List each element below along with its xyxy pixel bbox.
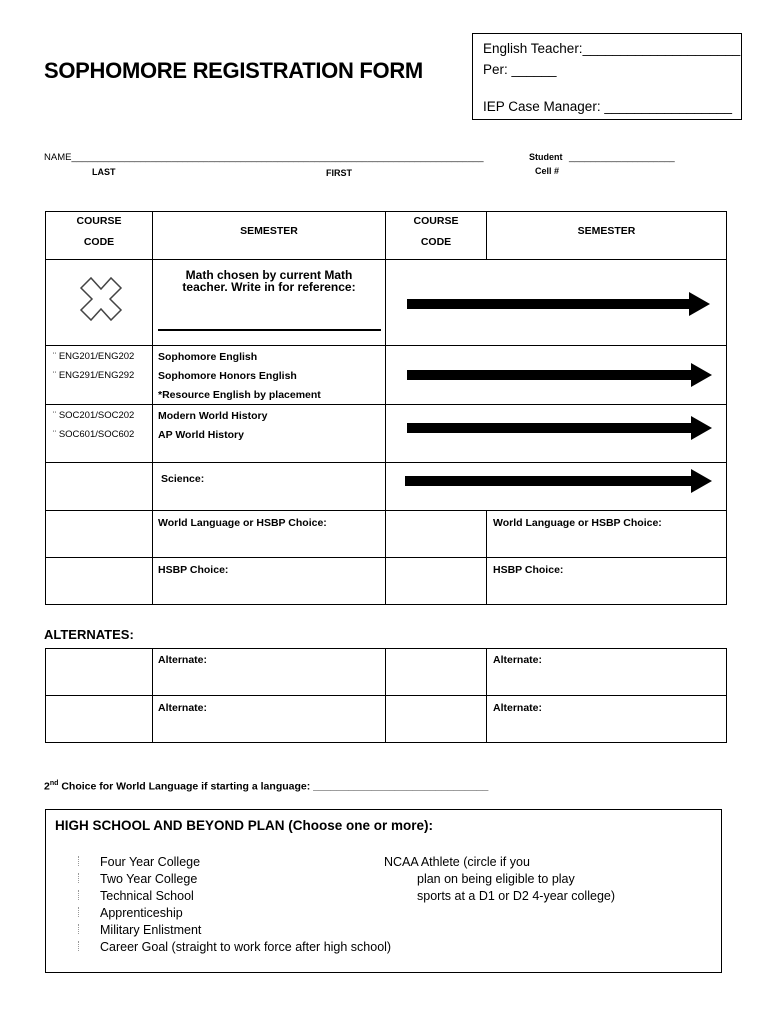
world-language-label: World Language or HSBP Choice: <box>158 517 327 529</box>
alternate-label-4: Alternate: <box>493 702 543 714</box>
option-four-year-college: Four Year College <box>100 855 201 869</box>
checkbox-military-enlistment[interactable] <box>78 924 87 934</box>
world-language-code-cell-2[interactable] <box>386 511 487 558</box>
teacher-info-box <box>472 33 742 120</box>
alternate-label-2: Alternate: <box>493 654 543 666</box>
checkbox-career-goal[interactable] <box>78 941 87 951</box>
english-teacher-field[interactable]: English Teacher:_____________________ <box>483 41 741 56</box>
hsbp-label-2: HSBP Choice: <box>493 564 564 576</box>
semester-header-2: SEMESTER <box>487 212 727 260</box>
world-language-cell-2[interactable] <box>487 511 727 558</box>
iep-case-manager-field[interactable]: IEP Case Manager: _________________ <box>483 99 732 114</box>
history-course-1: Modern World History <box>158 410 268 422</box>
history-arrow-cell <box>386 405 727 463</box>
english-code-cell: ¨ ENG201/ENG202 ¨ ENG291/ENG292 <box>46 346 153 405</box>
course-code-header-2: COURSE CODE <box>386 212 487 260</box>
name-field[interactable]: NAME______________________________________________________________________________ <box>44 152 484 163</box>
english-arrow-cell <box>386 346 727 405</box>
option-technical-school: Technical School <box>100 889 194 903</box>
science-code-cell[interactable] <box>46 463 153 511</box>
checkbox-four-year-college[interactable] <box>78 856 87 866</box>
high-school-beyond-plan-box <box>45 809 722 973</box>
english-course-2: Sophomore Honors English <box>158 370 297 382</box>
student-cell-label: Student <box>529 152 563 162</box>
option-military-enlistment: Military Enlistment <box>100 923 202 937</box>
form-title: SOPHOMORE REGISTRATION FORM <box>44 58 423 83</box>
option-apprenticeship: Apprenticeship <box>100 906 183 920</box>
option-two-year-college: Two Year College <box>100 872 198 886</box>
math-note-line1: Math chosen by current Math <box>185 268 353 282</box>
history-code-1: SOC201/SOC202 <box>58 410 135 421</box>
science-cell[interactable] <box>153 463 386 511</box>
math-note-cell[interactable] <box>153 260 386 346</box>
alternate-label-3: Alternate: <box>158 702 208 714</box>
english-code-1: ENG201/ENG202 <box>58 351 135 362</box>
math-write-in-line <box>158 329 381 331</box>
alternate-cell-3[interactable] <box>153 696 386 743</box>
science-label: Science: <box>161 473 205 485</box>
option-career-goal: Career Goal (straight to work force after high school) <box>100 940 392 954</box>
hsbp-code-cell[interactable] <box>46 558 153 605</box>
cell-number-label: Cell # <box>535 166 560 176</box>
history-code-2: SOC601/SOC602 <box>58 429 135 440</box>
checkbox-technical-school[interactable] <box>78 890 87 900</box>
hsbp-title: HIGH SCHOOL AND BEYOND PLAN (Choose one or more): <box>55 818 434 833</box>
student-cell-field[interactable]: ____________________ <box>569 152 675 163</box>
math-code-cell <box>46 260 153 346</box>
history-code-cell: ¨ SOC201/SOC202 ¨ SOC601/SOC602 <box>46 405 153 463</box>
second-choice-language-field[interactable]: 2nd Choice for World Language if starting a language: ______________________________ <box>44 780 489 793</box>
alternates-heading: ALTERNATES: <box>44 627 134 642</box>
alternate-code-cell-2[interactable] <box>386 649 487 696</box>
arrow-right-icon <box>407 292 711 316</box>
english-course-cell <box>153 346 386 405</box>
last-name-label: LAST <box>92 167 116 177</box>
english-course-1: Sophomore English <box>158 351 258 363</box>
world-language-code-cell[interactable] <box>46 511 153 558</box>
hsbp-cell[interactable] <box>153 558 386 605</box>
alternate-code-cell-4[interactable] <box>386 696 487 743</box>
math-note-line2: teacher. Write in for reference: <box>182 280 356 294</box>
world-language-cell[interactable] <box>153 511 386 558</box>
course-table <box>45 211 727 605</box>
science-arrow-cell <box>386 463 727 511</box>
english-code-2: ENG291/ENG292 <box>58 370 135 381</box>
alternate-cell[interactable] <box>153 649 386 696</box>
semester-header: SEMESTER <box>153 212 386 260</box>
checkbox-apprenticeship[interactable] <box>78 907 87 917</box>
ncaa-note-line3: sports at a D1 or D2 4-year college) <box>417 889 616 903</box>
alternate-code-cell[interactable] <box>46 649 153 696</box>
alternate-cell-4[interactable] <box>487 696 727 743</box>
ncaa-note-line2: plan on being eligible to play <box>417 872 575 886</box>
hsbp-cell-2[interactable] <box>487 558 727 605</box>
hsbp-label: HSBP Choice: <box>158 564 229 576</box>
world-language-label-2: World Language or HSBP Choice: <box>493 517 662 529</box>
alternate-label: Alternate: <box>158 654 208 666</box>
arrow-right-icon <box>407 363 713 387</box>
course-code-header: COURSE CODE <box>46 212 153 260</box>
math-arrow-cell <box>386 260 727 346</box>
ncaa-athlete-option[interactable]: NCAA Athlete (circle if you <box>384 855 530 869</box>
alternate-cell-2[interactable] <box>487 649 727 696</box>
arrow-right-icon <box>405 469 713 493</box>
history-course-cell <box>153 405 386 463</box>
arrow-right-icon <box>407 416 713 440</box>
period-field[interactable]: Per: ______ <box>483 62 557 77</box>
first-name-label: FIRST <box>326 168 352 178</box>
hsbp-code-cell-2[interactable] <box>386 558 487 605</box>
x-mark-icon <box>79 276 123 322</box>
english-course-3: *Resource English by placement <box>158 389 321 401</box>
checkbox-two-year-college[interactable] <box>78 873 87 883</box>
alternates-table <box>45 648 727 743</box>
alternate-code-cell-3[interactable] <box>46 696 153 743</box>
history-course-2: AP World History <box>158 429 244 441</box>
